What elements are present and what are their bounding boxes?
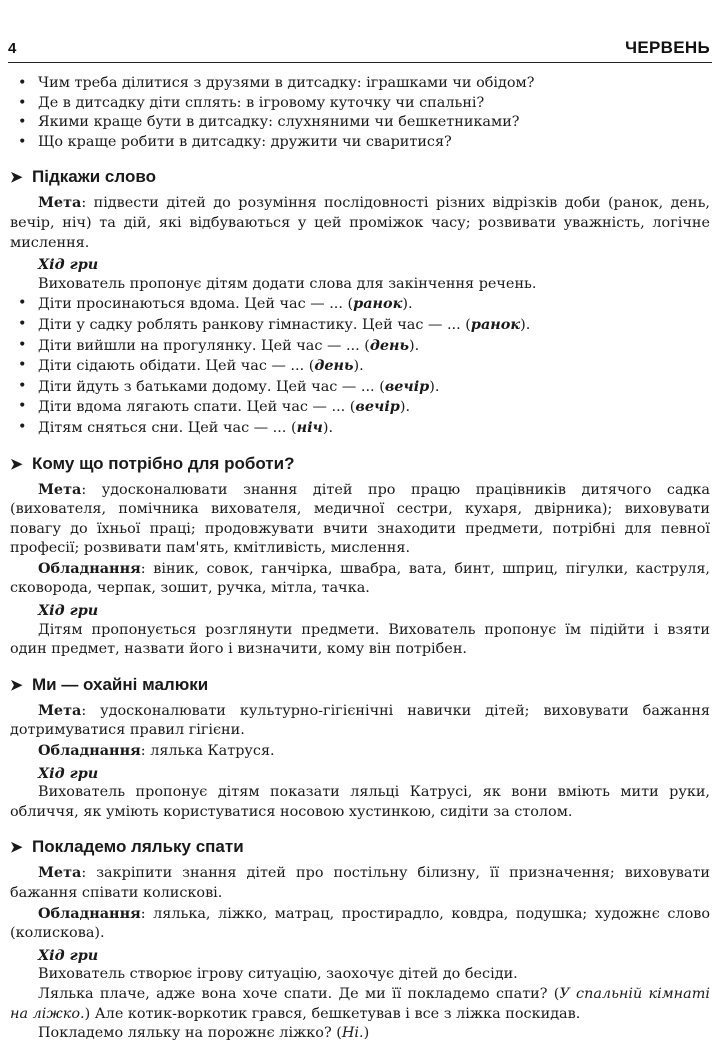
equipment-paragraph: Обладнання: лялька, ліжко, матрац, простирадло, ковдра, подушка; художнє слово (колискова). (10, 904, 710, 942)
arrow-icon: ➤ (10, 455, 23, 473)
list-item: • Діти у садку роблять ранкову гімнастику. Цей час — ... (ранок). (18, 315, 531, 333)
bullet-icon: • (18, 295, 27, 312)
game-course-label: Хід гри (38, 764, 99, 782)
list-item: • Дітям сняться сни. Цей час — ... (ніч). (18, 418, 334, 436)
arrow-icon: ➤ (10, 169, 23, 187)
list-item: • Де в дитсадку діти сплять: в ігровому куточку чи спальні? (10, 94, 710, 114)
running-title: ЧЕРВЕНЬ (625, 38, 710, 57)
game-body-text: Вихователь створює ігрову ситуацію, заохочує дітей до бесіди. (38, 966, 518, 983)
goal-paragraph: Мета: підвести дітей до розуміння послідовності різних відрізків доби (ранок, день, вечір, ніч) та дій, які відбуваються у цей проміжок часу; розвивати уважність, логічне мислення. (10, 194, 710, 251)
page-number: 4 (8, 40, 17, 57)
arrow-icon: ➤ (10, 839, 23, 857)
goal-paragraph: Мета: закріпити знання дітей про постільну білизну, її призначення; виховувати бажання співати колискові. (10, 864, 710, 901)
bullet-icon: • (18, 133, 27, 150)
equipment-paragraph: Обладнання: віник, совок, ганчірка, швабра, вата, бинт, шприц, пігулки, каструля, сковорода, черпак, зошит, ручка, мітла, тачка. (10, 559, 710, 597)
section-heading-komu-shcho-potribno: ➤ Кому що потрібно для роботи? (10, 453, 710, 476)
sentence-list (10, 294, 710, 438)
bullet-icon: • (18, 75, 27, 91)
game-body-text: Дітям пропонується розглянути предмети. Вихователь пропонує їм підійти і взяти один предмет, назвати його і визначити, кому він потрібен. (10, 621, 710, 658)
list-item: • Якими краще бути в дитсадку: слухняними чи бешкетниками? (10, 113, 710, 133)
bullet-icon: • (18, 336, 27, 353)
section-heading-okhaini-maliuky: ➤ Ми — охайні малюки (10, 674, 710, 697)
arrow-icon: ➤ (10, 676, 23, 694)
page-content (10, 74, 710, 1044)
game-lead-text: Вихователь пропонує дітям додати слова для закінчення речень. (38, 275, 537, 292)
list-item: • Що краще робити в дитсадку: дружити чи сваритися? (10, 133, 710, 153)
list-item: • Діти вдома лягають спати. Цей час — ... (вечір). (18, 398, 411, 416)
list-item: • Діти сідають обідати. Цей час — ... (день). (18, 357, 364, 375)
game-body-text: Лялька плаче, адже вона хоче спати. Де ми її покладемо спати? (У спальній кімнаті на ліжко.) Але котик-воркотик грався, бешкетував і все з ліжка поскидав. (10, 985, 710, 1022)
game-body-text: Покладемо ляльку на порожнє ліжко? (Ні.) (38, 1025, 370, 1042)
intro-question-list (10, 74, 710, 152)
game-course-label: Хід гри (38, 602, 99, 620)
list-item: • Чим треба ділитися з друзями в дитсадку: іграшками чи обідом? (10, 74, 710, 94)
list-item: • Діти просинаються вдома. Цей час — ... (ранок). (18, 295, 413, 313)
equipment-paragraph: Обладнання: лялька Катруся. (38, 742, 275, 760)
goal-paragraph: Мета: удосконалювати знання дітей про працю працівників дитячого садка (вихователя, помічника вихователя, медичної сестри, кухаря, двірника); виховувати повагу до їхньої праці; продовжувати вчити знаходити предмети, потрібні для певної професії; розвивати пам'ять, кмітливість, мислення. (10, 480, 710, 557)
bullet-icon: • (18, 114, 27, 131)
bullet-icon: • (18, 418, 27, 435)
bullet-icon: • (18, 377, 27, 394)
section-heading-pidkazhy-slovo: ➤ Підкажи слово (10, 166, 710, 189)
section-heading-pokklademo-lialku: ➤ Покладемо ляльку спати (10, 836, 710, 859)
goal-paragraph: Мета: удосконалювати культурно-гігієнічні навички дітей; виховувати бажання дотримуватися правил гігієни. (10, 701, 710, 739)
game-course-label: Хід гри (38, 946, 99, 964)
page-header (8, 36, 712, 63)
bullet-icon: • (18, 315, 27, 332)
game-course-label: Хід гри (38, 256, 99, 274)
bullet-icon: • (18, 357, 27, 374)
game-body-text: Вихователь пропонує дітям показати ляльці Катрусі, як вони вміють мити руки, обличчя, як уміють користуватися носовою хустинкою, сидіти за столом. (10, 784, 710, 820)
list-item: • Діти вийшли на прогулянку. Цей час — ... (день). (18, 336, 420, 354)
bullet-icon: • (18, 398, 27, 415)
list-item: • Діти йдуть з батьками додому. Цей час — ... (вечір). (18, 377, 440, 395)
bullet-icon: • (18, 94, 27, 111)
